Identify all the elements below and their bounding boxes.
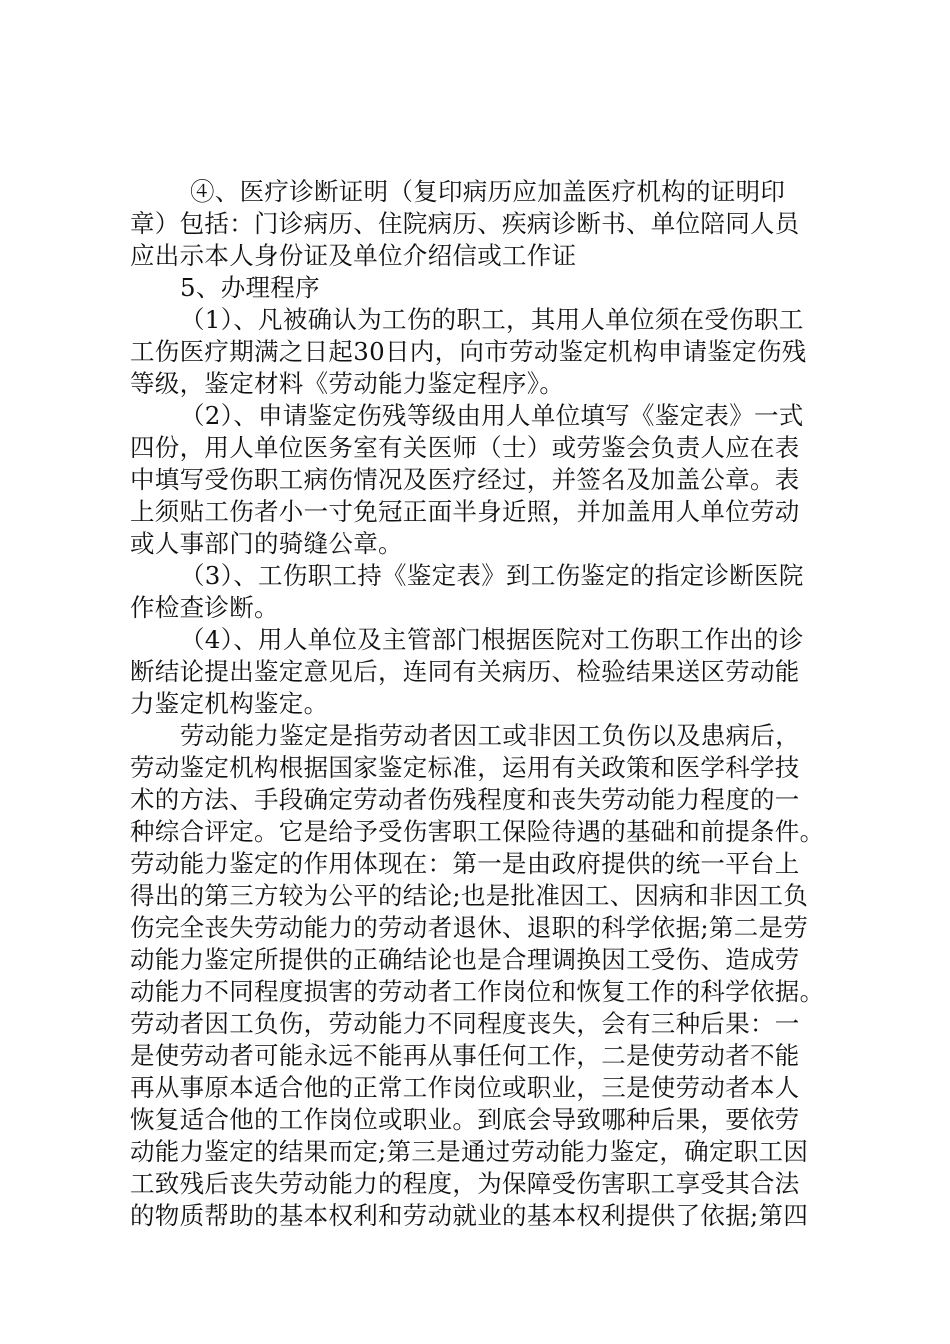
text-line: （3）、工伤职工持《鉴定表》到工伤鉴定的指定诊断医院: [180, 561, 804, 590]
text-line: 劳动能力鉴定的作用体现在：第一是由政府提供的统一平台上: [130, 849, 800, 878]
text-line: 是使劳动者可能永远不能再从事任何工作，二是使劳动者不能: [130, 1041, 800, 1070]
text-line: ④、医疗诊断证明（复印病历应加盖医疗机构的证明印: [190, 177, 786, 206]
text-line: 的物质帮助的基本权利和劳动就业的基本权利提供了依据;第四: [130, 1201, 809, 1230]
text-line: 应出示本人身份证及单位介绍信或工作证: [130, 241, 577, 270]
text-line: 恢复适合他的工作岗位或职业。到底会导致哪种后果，要依劳: [130, 1105, 800, 1134]
text-line: 四份，用人单位医务室有关医师（士）或劳鉴会负责人应在表: [130, 433, 800, 462]
text-line: 上须贴工伤者小一寸免冠正面半身近照，并加盖用人单位劳动: [130, 497, 800, 526]
text-line: 工致残后丧失劳动能力的程度，为保障受伤害职工享受其合法: [130, 1169, 800, 1198]
text-line: 动能力鉴定的结果而定;第三是通过劳动能力鉴定，确定职工因: [130, 1137, 809, 1166]
text-line: 力鉴定机构鉴定。: [130, 689, 329, 718]
text-line: 得出的第三方较为公平的结论;也是批准因工、因病和非因工负: [130, 881, 809, 910]
text-line: 术的方法、手段确定劳动者伤残程度和丧失劳动能力程度的一: [130, 785, 800, 814]
text-line: 劳动鉴定机构根据国家鉴定标准，运用有关政策和医学科学技: [130, 753, 800, 782]
text-line: 中填写受伤职工病伤情况及医疗经过，并签名及加盖公章。表: [130, 465, 800, 494]
text-line: 伤完全丧失劳动能力的劳动者退休、退职的科学依据;第二是劳: [130, 913, 809, 942]
text-line: 工伤医疗期满之日起30日内，向市劳动鉴定机构申请鉴定伤残: [130, 337, 807, 366]
text-line: 劳动能力鉴定是指劳动者因工或非因工负伤以及患病后，: [180, 721, 800, 750]
text-line: 章）包括：门诊病历、住院病历、疾病诊断书、单位陪同人员: [130, 209, 800, 238]
section-heading: 5、办理程序: [180, 273, 320, 302]
text-line: （4）、用人单位及主管部门根据医院对工伤职工作出的诊: [180, 625, 804, 654]
text-line: （1）、凡被确认为工伤的职工，其用人单位须在受伤职工: [180, 305, 804, 334]
text-line: 种综合评定。它是给予受伤害职工保险待遇的基础和前提条件。: [130, 817, 825, 846]
text-line: 断结论提出鉴定意见后，连同有关病历、检验结果送区劳动能: [130, 657, 800, 686]
text-line: 作检查诊断。: [130, 593, 279, 622]
text-line: （2）、申请鉴定伤残等级由用人单位填写《鉴定表》一式: [180, 401, 804, 430]
text-line: 或人事部门的骑缝公章。: [130, 529, 403, 558]
text-line: 动能力鉴定所提供的正确结论也是合理调换因工受伤、造成劳: [130, 945, 800, 974]
text-line: 等级，鉴定材料《劳动能力鉴定程序》。: [130, 369, 565, 398]
text-line: 劳动者因工负伤，劳动能力不同程度丧失，会有三种后果：一: [130, 1009, 800, 1038]
text-line: 动能力不同程度损害的劳动者工作岗位和恢复工作的科学依据。: [130, 977, 825, 1006]
text-line: 再从事原本适合他的正常工作岗位或职业，三是使劳动者本人: [130, 1073, 800, 1102]
